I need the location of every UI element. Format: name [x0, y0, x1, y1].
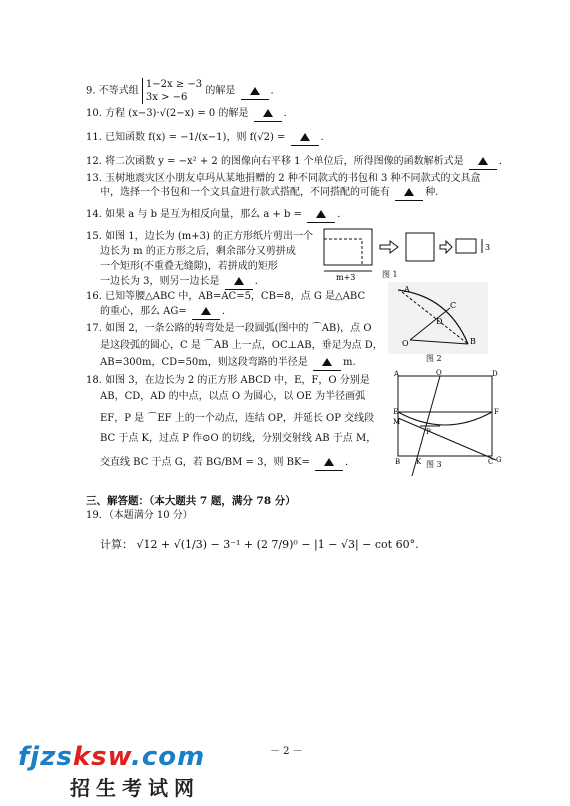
figure-3 [392, 368, 502, 480]
label-F: F [494, 408, 499, 416]
question-15-line: 边长为 m 的正方形之后，剩余部分又剪拼成 [100, 246, 296, 257]
question-tail: 的解是 [205, 85, 236, 97]
label-P: P [426, 428, 431, 436]
label-D: D [492, 370, 498, 378]
label-O: O [436, 369, 442, 377]
question-number: 9. [86, 85, 96, 97]
inequality-1: 1−2x ≥ −3 [145, 79, 203, 90]
site-logo: fjzsksw.com 招生考试网 [18, 742, 206, 800]
question-text: 不等式组 [98, 85, 139, 97]
answer-blank [225, 275, 253, 290]
label-K: K [416, 458, 422, 466]
fig1-side-label: m+3 [336, 273, 356, 282]
fig1-three-label: 3 [485, 243, 491, 252]
question-18-line: AB，CD，AD 的中点，以点 O 为圆心，以 OE 为半径画弧 [100, 391, 366, 402]
answer-blank [291, 131, 319, 146]
figure-2-caption: 图 2 [426, 354, 442, 363]
page-number: － 2 － [270, 746, 303, 757]
question-12: 12. 将二次函数 y = −x² + 2 的图像向右平移 1 个单位后，所得图像的函数解析式是 ． [86, 155, 509, 170]
question-15-line: 一个矩形(不重叠无缝隙)，若拼成的矩形 [100, 261, 278, 272]
label-A: A [404, 285, 410, 294]
label-E: E [393, 408, 399, 416]
figure-1 [322, 225, 494, 285]
question-18-line: 交直线 BC 于点 G，若 BG/BM = 3，则 BK= ． [100, 456, 355, 471]
label-G: G [496, 456, 502, 464]
question-13-line2: 中，选择一个书包和一个文具盒进行款式搭配，不同搭配的可能有 种. [100, 186, 438, 201]
label-O: O [402, 339, 409, 348]
question-17: 17. 如图 2，一条公路的转弯处是一段圆弧(图中的 ⌒AB)，点 O [86, 323, 372, 334]
label-B: B [395, 458, 401, 466]
answer-blank [254, 107, 282, 122]
label-M: M [393, 418, 401, 426]
question-17-line: 是这段弧的圆心，C 是 ⌒AB 上一点，OC⊥AB，垂足为点 D， [100, 340, 383, 351]
question-15-line: 一边长为 3，则另一边长是 ． [100, 275, 265, 290]
question-14: 14. 如果 a 与 b 是互为相反向量，那么 a + b = ． [86, 208, 347, 223]
answer-blank [315, 456, 343, 471]
answer-blank [469, 155, 497, 170]
inequality-2: 3x > −6 [145, 92, 188, 103]
question-18-line: BC 于点 K，过点 P 作⊙O 的切线，分别交射线 AB 于点 M， [100, 433, 377, 444]
question-11: 11. 已知函数 f(x) = −1/(x−1)，则 f(√2) = ． [86, 131, 331, 146]
figure-3-caption: 图 3 [426, 460, 442, 469]
question-10: 10. 方程 (x−3)·√(2−x) = 0 的解是 ． [86, 107, 294, 122]
label-D: D [436, 317, 443, 326]
label-B: B [470, 337, 476, 346]
question-18-line: EF，P 是 ⌒EF 上的一个动点，连结 OP，并延长 OP 交线段 [100, 413, 375, 424]
question-19-heading: 19．（本题满分 10 分） [86, 510, 193, 521]
question-18: 18. 如图 3，在边长为 2 的正方形 ABCD 中，E，F，O 分别是 [86, 375, 370, 386]
question-19-expression: 计算： √12 + √(1/3) − 3⁻¹ + (2 7/9)⁰ − |1 − √3| − cot 60°. [100, 538, 419, 551]
question-13: 13. 玉树地震灾区小朋友卓玛从某地捐赠的 2 种不同款式的书包和 3 种不同款式的文具盒 [86, 173, 481, 184]
answer-blank [192, 305, 220, 320]
question-16-line: 的重心，那么 AG= ． [100, 305, 232, 320]
label-A: A [394, 370, 400, 378]
question-17-line: AB=300m，CD=50m，则这段弯路的半径是 m. [100, 356, 356, 371]
figure-1-caption: 图 1 [382, 270, 398, 279]
answer-blank [241, 85, 269, 100]
question-15: 15. 如图 1，边长为 (m+3) 的正方形纸片剪出一个 [86, 231, 314, 242]
question-16: 16. 已知等腰△ABC 中，AB=AC=5，CB=8，点 G 是△ABC [86, 291, 366, 302]
figure-2 [388, 282, 488, 354]
answer-blank [307, 208, 335, 223]
section-heading: 三、解答题：（本大题共 7 题，满分 78 分） [86, 495, 296, 507]
answer-blank [313, 356, 341, 371]
label-C: C [488, 458, 494, 466]
label-C: C [450, 301, 457, 310]
question-9: 9. 不等式组 1−2x ≥ −3 3x > −6 的解是 ． [86, 79, 281, 103]
answer-blank [395, 186, 423, 201]
